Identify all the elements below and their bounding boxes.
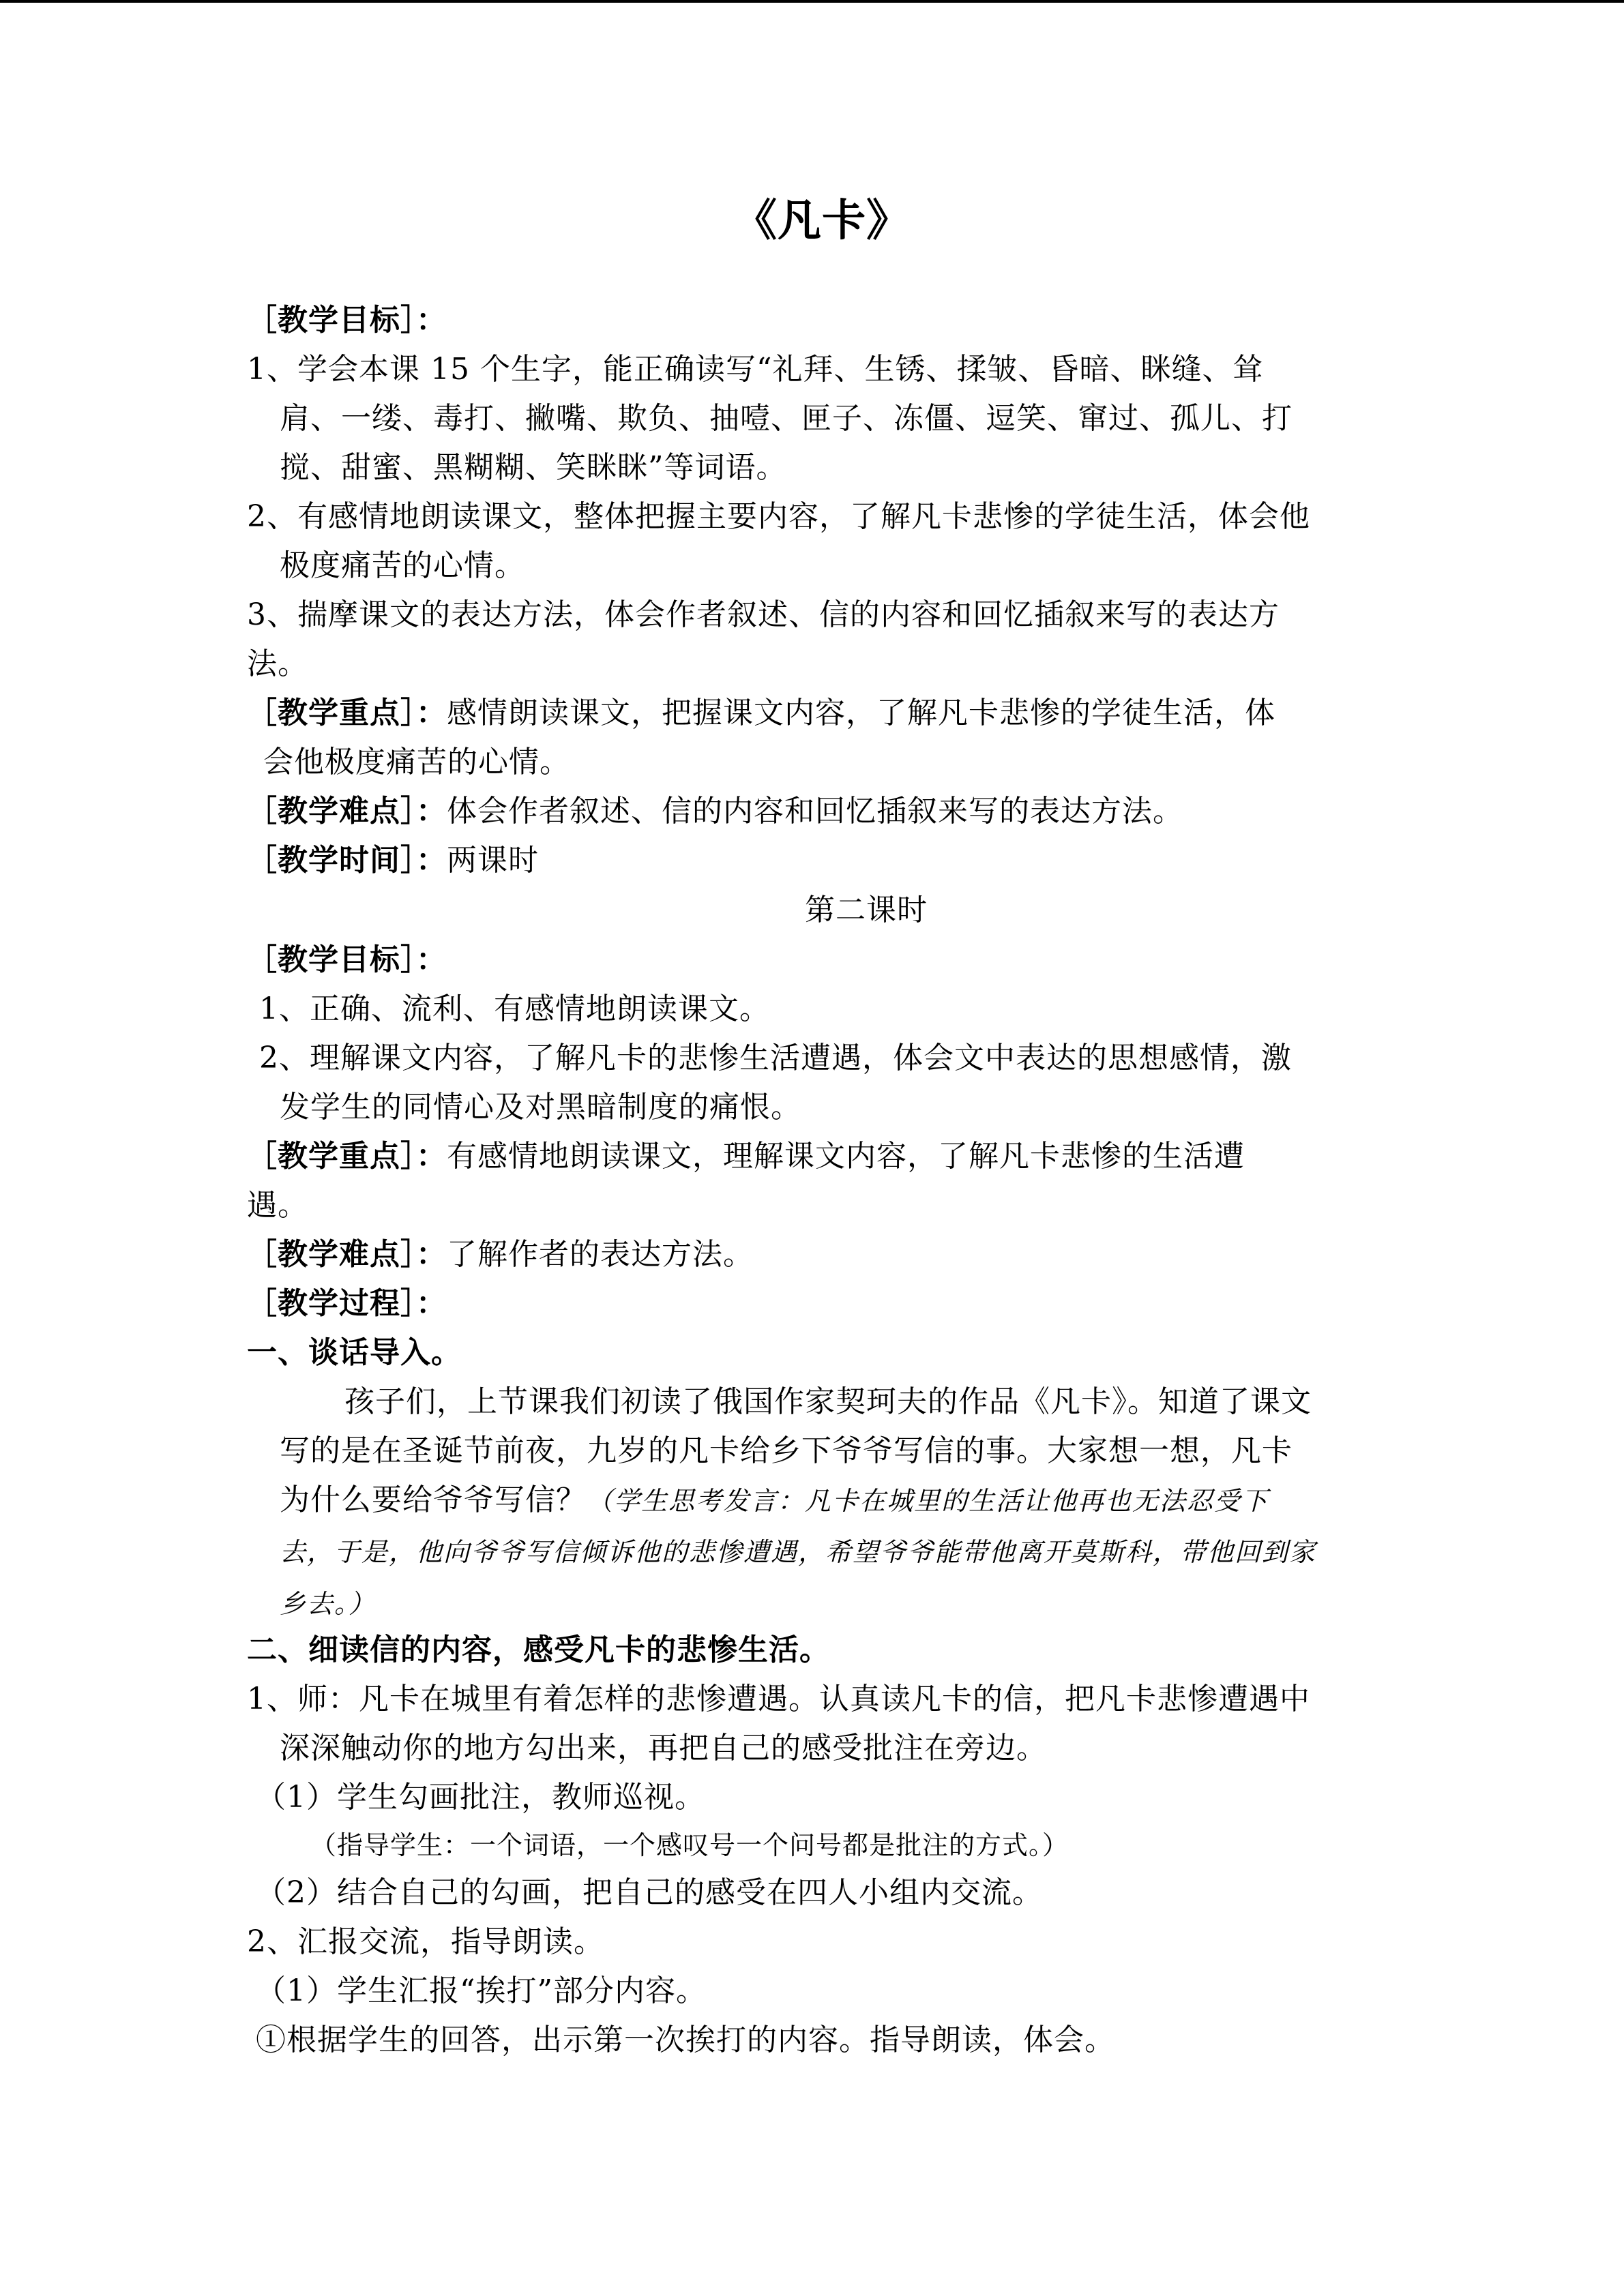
paragraph-line: 写的是在圣诞节前夜，九岁的凡卡给乡下爷爷写信的事。大家想一想，凡卡: [280, 1433, 1293, 1468]
paragraph-line: （2）结合自己的勾画，把自己的感受在四人小组内交流。: [256, 1875, 1043, 1910]
paragraph-line: 深深触动你的地方勾出来，再把自己的感受批注在旁边。: [280, 1731, 1047, 1765]
difficulty-line-2: [247, 1234, 754, 1275]
student-answer-note: （学生思考发言：凡卡在城里的生活让他再也无法忍受下: [587, 1486, 1269, 1516]
student-answer-note-end: 乡去。）: [280, 1589, 377, 1619]
paragraph-line: 会他极度痛苦的心情。: [263, 745, 570, 779]
paragraph-line: 发学生的同情心及对黑暗制度的痛恨。: [280, 1090, 801, 1124]
key-points-text-2: 有感情地朗读课文，理解课文内容，了解凡卡悲惨的生活遭: [447, 1139, 1245, 1174]
question-text: 为什么要给爷爷写信？: [280, 1482, 587, 1517]
heading-part-two: 二、细读信的内容，感受凡卡的悲惨生活。: [247, 1632, 830, 1667]
paragraph-line: 1、师：凡卡在城里有着怎样的悲惨遭遇。认真读凡卡的信，把凡卡悲惨遭遇中: [247, 1682, 1310, 1716]
page-top-border: [0, 0, 1624, 3]
paragraph-line: 3、揣摩课文的表达方法，体会作者叙述、信的内容和回忆插叙来写的表达方: [247, 597, 1280, 632]
difficulty-label-2: ［教学难点］：: [247, 1237, 447, 1272]
heading-teaching-process: ［教学过程］：: [247, 1286, 447, 1321]
difficulty-line: [247, 791, 1183, 832]
paragraph-line: （1）学生勾画批注，教师巡视。: [256, 1780, 705, 1815]
section-heading-second-lesson: 第二课时: [805, 893, 928, 927]
paragraph-line: 2、汇报交流，指导朗读。: [247, 1924, 604, 1959]
difficulty-text-2: 了解作者的表达方法。: [447, 1237, 754, 1272]
guidance-note: （指导学生：一个词语，一个感叹号一个问号都是批注的方式。）: [310, 1830, 1069, 1860]
paragraph-line: 肩、一缕、毒打、撇嘴、欺负、抽噎、匣子、冻僵、逗笑、窜过、孤儿、打: [280, 401, 1293, 436]
paragraph-line: 1、正确、流利、有感情地朗读课文。: [259, 992, 770, 1026]
key-points-label: ［教学重点］：: [247, 696, 447, 730]
key-points-line: [247, 693, 1275, 734]
paragraph-line: 2、理解课文内容，了解凡卡的悲惨生活遭遇，体会文中表达的思想感情，激: [259, 1041, 1292, 1075]
difficulty-label: ［教学难点］：: [247, 794, 447, 829]
paragraph-line: 搅、甜蜜、黑糊糊、笑眯眯”等词语。: [280, 450, 787, 485]
paragraph-line: 法。: [247, 646, 308, 681]
difficulty-text: 体会作者叙述、信的内容和回忆插叙来写的表达方法。: [447, 794, 1183, 829]
time-line: [247, 840, 539, 881]
heading-teaching-goals: ［教学目标］：: [247, 303, 447, 338]
heading-teaching-goals-2: ［教学目标］：: [247, 942, 447, 977]
key-points-text: 感情朗读课文，把握课文内容，了解凡卡悲惨的学徒生活，体: [447, 696, 1275, 730]
key-points-line-2: [247, 1136, 1245, 1177]
student-answer-note-cont: 去，于是，他向爷爷写信倾诉他的悲惨遭遇，希望爷爷能带他离开莫斯科，带他回到家: [280, 1537, 1317, 1567]
page-title: 《凡卡》: [733, 196, 911, 246]
time-label: ［教学时间］：: [247, 843, 447, 878]
paragraph-line: [280, 1480, 1269, 1521]
paragraph-line: 极度痛苦的心情。: [280, 548, 525, 583]
time-text: 两课时: [447, 843, 539, 878]
heading-part-one: 一、谈话导入。: [247, 1335, 462, 1370]
paragraph-line: 2、有感情地朗读课文，整体把握主要内容，了解凡卡悲惨的学徒生活，体会他: [247, 499, 1310, 534]
paragraph-line: （1）学生汇报“挨打”部分内容。: [256, 1973, 707, 2008]
key-points-label-2: ［教学重点］：: [247, 1139, 447, 1174]
paragraph-line: 遇。: [247, 1188, 308, 1223]
paragraph-line: ①根据学生的回答，出示第一次挨打的内容。指导朗读，体会。: [256, 2023, 1115, 2057]
paragraph-line: 1、学会本课 15 个生字，能正确读写“礼拜、生锈、揉皱、昏暗、眯缝、耸: [247, 352, 1264, 387]
paragraph-line: 孩子们，上节课我们初读了俄国作家契珂夫的作品《凡卡》。知道了课文: [344, 1384, 1312, 1419]
